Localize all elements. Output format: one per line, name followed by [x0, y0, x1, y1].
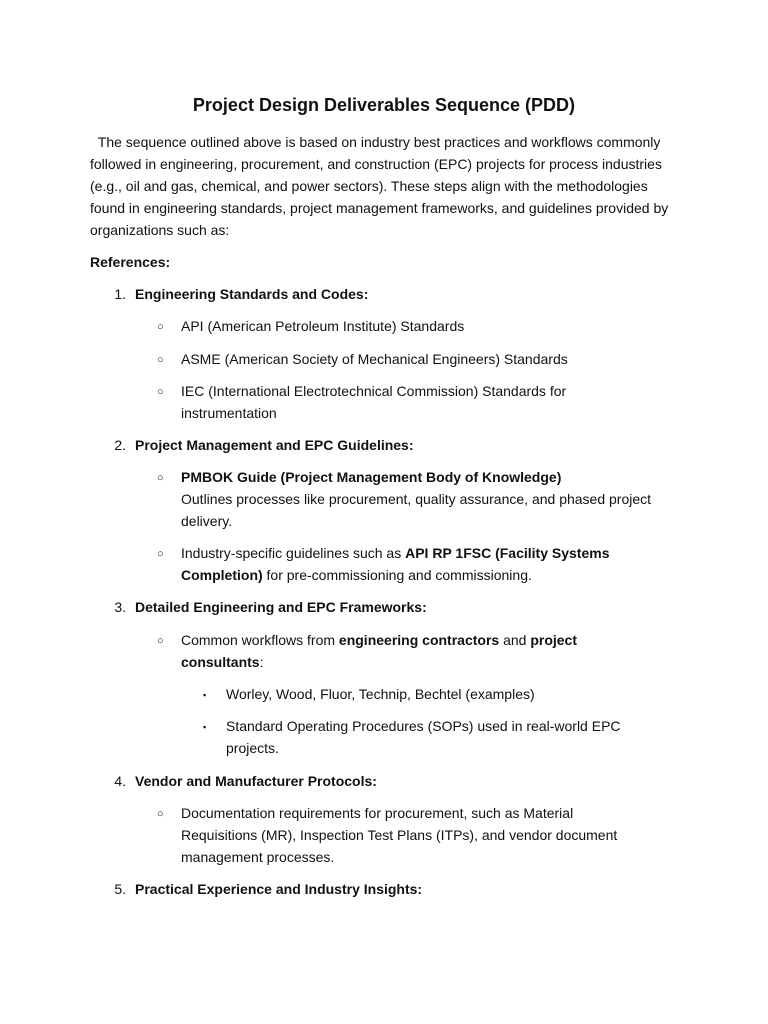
section-label: Detailed Engineering and EPC Frameworks: — [135, 599, 427, 615]
section-number: 1. — [114, 286, 126, 302]
square-bullet-icon: ▪ — [203, 722, 207, 732]
section-number: 5. — [114, 881, 126, 897]
sub-list-item: Standard Operating Procedures (SOPs) used in real-world EPC projects. — [226, 718, 621, 756]
hollow-bullet-icon: ○ — [157, 321, 164, 333]
item-text-post: for pre-commissioning and commissioning. — [262, 567, 532, 583]
square-bullet-icon: ▪ — [203, 690, 207, 700]
section-label: Project Management and EPC Guidelines: — [135, 437, 414, 453]
section-number: 3. — [114, 599, 126, 615]
hollow-bullet-icon: ○ — [157, 548, 164, 560]
list-item: API (American Petroleum Institute) Standards — [181, 318, 465, 334]
list-item: IEC (International Electrotechnical Commission) Standards for instrumentation — [181, 383, 567, 421]
list-item — [181, 466, 681, 532]
item-bold-text: PMBOK Guide (Project Management Body of Knowledge) — [181, 469, 562, 485]
list-item: ASME (American Society of Mechanical Engineers) Standards — [181, 351, 568, 367]
section-number: 4. — [114, 773, 126, 789]
references-heading: References: — [90, 254, 171, 270]
sub-list-item: Worley, Wood, Fluor, Technip, Bechtel (examples) — [226, 686, 535, 702]
hollow-bullet-icon: ○ — [157, 386, 164, 398]
hollow-bullet-icon: ○ — [157, 808, 164, 820]
item-bold-text: engineering contractors — [338, 632, 500, 648]
hollow-bullet-icon: ○ — [157, 635, 164, 647]
section-label: Practical Experience and Industry Insights: — [135, 881, 423, 897]
list-item — [181, 542, 631, 586]
list-item: Documentation requirements for procurement, such as Material Requisitions (MR), Inspection Test Plans (ITPs), and vendor document management processes. — [181, 805, 618, 865]
item-bold-text: API RP 1FSC (Facility Systems Completion) — [181, 545, 610, 583]
page-title: Project Design Deliverables Sequence (PDD) — [192, 95, 576, 115]
intro-text: The sequence outlined above is based on industry best practices and workflows commonly followed in engineering, procurement, and construction (EPC) projects for process industries (e.g., oil and gas, chemical, and power sectors). These steps align with the methodologies found in engineering standards, project management frameworks, and guidelines provided by organizations such as: — [90, 134, 669, 238]
list-item — [181, 629, 611, 673]
item-text-post: : — [259, 654, 264, 670]
intro-paragraph — [90, 131, 680, 241]
item-bold-text: project consultants — [181, 632, 578, 670]
hollow-bullet-icon: ○ — [157, 354, 164, 366]
section-number: 2. — [114, 437, 126, 453]
section-label: Vendor and Manufacturer Protocols: — [135, 773, 377, 789]
item-text-pre: Common workflows from — [181, 632, 339, 648]
item-text-mid: and — [499, 632, 531, 648]
section-label: Engineering Standards and Codes: — [135, 286, 369, 302]
hollow-bullet-icon: ○ — [157, 472, 164, 484]
item-text-pre: Industry-specific guidelines such as — [181, 545, 406, 561]
item-text: Outlines processes like procurement, quality assurance, and phased project delivery. — [181, 491, 652, 529]
